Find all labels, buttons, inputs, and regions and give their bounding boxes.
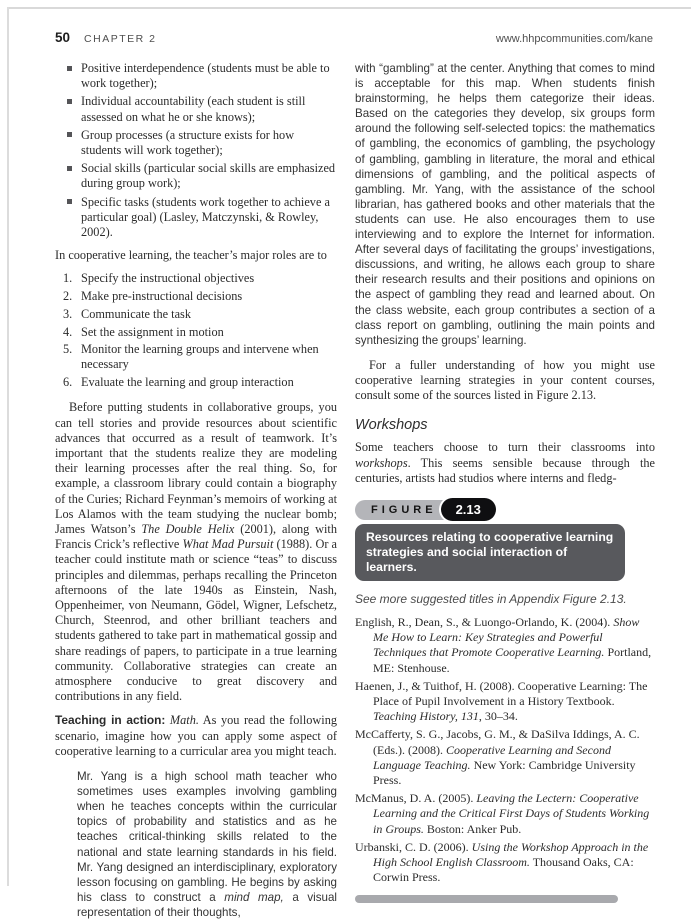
scenario-blockquote-continued: with “gambling” at the center. Anything that comes to mind is acceptable for this map. When students finish brainstorming, he helps them categorize their ideas. Based on the categories they develop, six groups form around the following self-selected topics: the mathematics of gambling, the economics of gambling, the psychology of gambling, gambling in literature, the moral and ethical dimensions of gambling, and the political aspects of gambling. Mr. Yang, with the assistance of the school librarian, has gathered books and other materials that the students can use. He also encourages them to use interviewing and to explore the Internet for information. After several days of facilitating the groups’ investigations, discussions, and writing, he allows each group to share their research results and their positions and opinions on the aspect of gambling they read and learned about. On the class website, each group contributes a section of a class report on gambling, outlining the main points and synthesizing the groups’ learning. — [355, 62, 655, 347]
chapter-label: CHAPTER 2 — [84, 33, 157, 45]
bullet-square-icon — [67, 166, 72, 171]
paragraph-before-groups: Before putting students in collaborative groups, you can tell stories and provide resources about scientific advances that occurred as a result of teamwork. It’s important that the students realize they are modeling their learning processes after the real thing. So, for example, a classroom library could contain a biography of the Curies; Richard Feynman’s memoirs of working at Los Alamos with the team studying the nuclear bomb; James Watson’s The Double Helix (2001), along with Francis Crick’s reflective What Mad Pursuit (1988). Or a teacher could institute math or science “teas” to discuss principles and dilemmas, perhaps recalling the Princeton afternoons of the late 1940s as Einstein, Nash, Oppenheimer, von Neumann, Gödel, Wigner, Lefschetz, Church, Steenrod, and other brilliant teachers and students gathered to take part in mathematical gossip and share readings of papers, to participate in a true learning community. Collaborative strategies can create an atmosphere conducive to great discovery and contributions in any field. — [55, 400, 337, 704]
reference-list — [355, 615, 655, 885]
reference-entry: Urbanski, C. D. (2006). Using the Workshop Approach in the High School English Classroom. Thousand Oaks, CA: Corwin Press. — [355, 839, 649, 885]
list-item — [63, 289, 337, 304]
fuller-understanding-paragraph: For a fuller understanding of how you might use cooperative learning strategies in your content courses, consult some of the sources listed in Figure 2.13. — [355, 357, 655, 403]
intro-sentence: In cooperative learning, the teacher’s major roles are to — [55, 248, 327, 263]
list-item — [67, 61, 337, 91]
scan-edge-top — [7, 7, 691, 9]
item-text: Specify the instructional objectives — [81, 271, 255, 286]
list-item — [63, 307, 337, 322]
bullet-text: Group processes (a structure exists for how students will work together); — [81, 127, 295, 158]
bullet-text: Social skills (particular social skills are emphasized during group work); — [81, 161, 336, 191]
bullet-text: Individual accountability (each student is still assessed on what he or she knows); — [81, 94, 306, 124]
list-item — [63, 325, 337, 340]
list-item — [63, 375, 337, 390]
bullet-square-icon — [67, 99, 72, 104]
reference-entry: Haenen, J., & Tuithof, H. (2008). Cooperative Learning: The Place of Pupil Involvement in a History Textbook. Teaching History, 131, 30–34. — [355, 678, 648, 724]
two-column-layout — [55, 61, 653, 920]
item-number: 4. — [63, 324, 73, 339]
list-item — [63, 271, 337, 286]
list-item — [63, 342, 337, 372]
scenario-blockquote: Mr. Yang is a high school math teacher who sometimes uses examples involving gambling when he teaches concepts within the curricular topics of probability and statistics and as he teaches critical-thinking skills related to the national and state learning standards in his field. Mr. Yang designed an interdisciplinary, exploratory lesson focusing on gambling. He begins by asking his class to construct a mind map, a visual representation of their thoughts, — [77, 770, 338, 919]
bullet-square-icon — [67, 66, 72, 71]
figure-2-13 — [355, 498, 655, 903]
reference-entry: McCafferty, S. G., Jacobs, G. M., & DaSilva Iddings, A. C. (Eds.). (2008). Cooperative Learning and Second Language Teaching. New York: Cambridge University Press. — [355, 727, 640, 788]
teacher-roles-numbered-list — [55, 271, 337, 390]
list-item — [67, 195, 337, 241]
workshops-heading: Workshops — [355, 417, 428, 434]
bullet-text: Specific tasks (students work together to achieve a particular goal) (Lasley, Matczynski, & Rowley, 2002). — [81, 194, 330, 240]
left-column — [55, 61, 337, 920]
item-number: 6. — [63, 375, 73, 390]
list-item — [67, 161, 337, 191]
cooperative-learning-bullet-list — [55, 61, 337, 240]
bullet-text: Positive interdependence (students must be able to work together); — [81, 61, 330, 91]
item-text: Communicate the task — [81, 306, 191, 321]
bullet-square-icon — [67, 132, 72, 137]
bullet-square-icon — [67, 199, 72, 204]
page-header — [55, 30, 653, 45]
item-text: Set the assignment in motion — [81, 324, 224, 339]
item-number: 2. — [63, 289, 73, 304]
item-text: Make pre-instructional decisions — [81, 289, 243, 304]
page-number: 50 — [55, 30, 71, 45]
header-url: www.hhpcommunities.com/kane — [495, 33, 653, 45]
item-number: 3. — [63, 306, 73, 321]
item-text: Monitor the learning groups and intervene when necessary — [81, 342, 319, 372]
teaching-in-action-paragraph: Teaching in action: Math. As you read the following scenario, imagine how you can apply some aspect of cooperative learning to a curricular area you might teach. — [55, 713, 337, 758]
reference-entry: McManus, D. A. (2005). Leaving the Lectern: Cooperative Learning and the Critical First Days of Students Working in Groups. Boston: Anker Pub. — [355, 791, 650, 836]
reference-entry: English, R., Dean, S., & Luongo-Orlando, K. (2004). Show Me How to Learn: Key Strategies and Powerful Techniques that Promote Cooperative Learning. Portland, ME: Stenhouse. — [355, 615, 652, 675]
right-column — [355, 61, 655, 920]
item-number: 1. — [63, 271, 73, 286]
figure-label: FIGURE — [355, 500, 457, 520]
figure-appendix-note: See more suggested titles in Appendix Figure 2.13. — [355, 592, 627, 606]
list-item — [67, 128, 337, 158]
figure-number-badge: 2.13 — [441, 498, 496, 521]
scan-edge-left — [7, 7, 9, 886]
item-number: 5. — [63, 342, 73, 357]
figure-caption: Resources relating to cooperative learning strategies and social interaction of learners. — [355, 524, 625, 581]
item-text: Evaluate the learning and group interaction — [81, 375, 294, 390]
figure-end-bar — [355, 895, 618, 903]
workshops-paragraph: Some teachers choose to turn their classrooms into workshops. This seems sensible because through the centuries, artists had studios where interns and fledg- — [355, 440, 655, 485]
list-item — [67, 94, 337, 124]
figure-label-row — [355, 498, 655, 521]
